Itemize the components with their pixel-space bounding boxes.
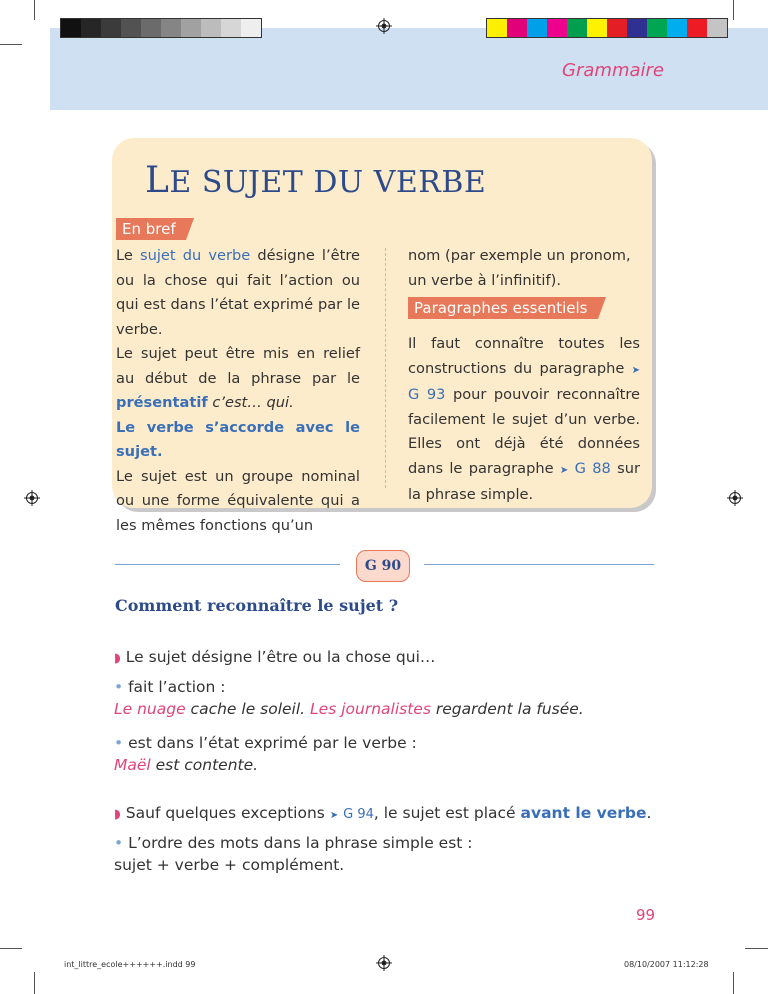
color-swatch bbox=[81, 19, 101, 37]
essentials-paragraph: Il faut connaître toutes les constructions du paragraphe ➤ G 93 pour pouvoir reconnaître facilement le sujet d’un verbe. Elles ont déjà été données dans le paragraphe ➤ G 88 sur la phrase simple. bbox=[408, 335, 640, 503]
section-rule bbox=[424, 564, 654, 565]
color-swatch bbox=[567, 19, 587, 37]
grayscale-bar bbox=[60, 18, 262, 38]
summary-paragraph: nom (par exemple un pronom, un verbe à l’infinitif). bbox=[408, 247, 631, 289]
section-rule bbox=[115, 564, 340, 565]
arrow-right-icon: ➤ bbox=[329, 810, 339, 821]
summary-paragraph: Le sujet est un groupe nominal ou une forme équivalente qui a les mêmes fonctions qu’un bbox=[116, 467, 360, 534]
summary-paragraph: Le sujet du verbe désigne l’être ou la chose qui fait l’action ou qui est dans l’état exprimé par le verbe. bbox=[116, 247, 360, 338]
rule-line: • est dans l’état exprimé par le verbe : bbox=[114, 734, 417, 752]
slug-timestamp: 08/10/2007 11:12:28 bbox=[624, 960, 709, 969]
crop-mark bbox=[733, 0, 734, 20]
color-swatch bbox=[221, 19, 241, 37]
bullet-dot-icon: • bbox=[114, 678, 124, 696]
crop-mark bbox=[0, 948, 22, 949]
rule-line: • L’ordre des mots dans la phrase simple est : bbox=[114, 834, 473, 852]
crop-mark bbox=[34, 972, 35, 994]
example-line: Maël est contente. bbox=[114, 756, 259, 774]
crop-mark bbox=[745, 948, 768, 949]
color-swatch bbox=[241, 19, 261, 37]
summary-paragraph: Le verbe s’accorde avec le sujet. bbox=[116, 418, 360, 460]
crop-mark bbox=[34, 0, 35, 20]
color-swatch bbox=[61, 19, 81, 37]
section-title: Grammaire bbox=[562, 60, 664, 81]
color-swatch bbox=[707, 19, 727, 37]
rule-line: • fait l’action : bbox=[114, 678, 226, 696]
summary-right-column bbox=[408, 244, 640, 293]
rule-line: sujet + verbe + complément. bbox=[114, 856, 345, 874]
color-swatch bbox=[587, 19, 607, 37]
color-swatch bbox=[201, 19, 221, 37]
color-swatch bbox=[101, 19, 121, 37]
color-swatch bbox=[627, 19, 647, 37]
section-heading: Comment reconnaître le sujet ? bbox=[115, 596, 399, 615]
reference-link[interactable]: G 94 bbox=[343, 807, 374, 822]
color-swatch bbox=[487, 19, 507, 37]
color-swatch bbox=[607, 19, 627, 37]
color-swatch bbox=[121, 19, 141, 37]
color-swatch bbox=[507, 19, 527, 37]
color-swatch bbox=[141, 19, 161, 37]
slug-filename: int_littre_ecole++++++.indd 99 bbox=[64, 960, 196, 969]
reference-link[interactable]: G 93 bbox=[408, 386, 446, 403]
summary-left-column bbox=[116, 244, 360, 538]
arrow-right-icon: ➤ bbox=[559, 464, 569, 476]
bullet-triangle-icon: ◗ bbox=[114, 807, 121, 822]
example-line: Le nuage cache le soleil. Les journalistes regardent la fusée. bbox=[114, 700, 584, 718]
color-swatch bbox=[687, 19, 707, 37]
crop-mark bbox=[0, 44, 22, 45]
bullet-dot-icon: • bbox=[114, 734, 124, 752]
color-bar bbox=[486, 18, 728, 38]
reference-link[interactable]: G 88 bbox=[574, 459, 611, 477]
color-swatch bbox=[647, 19, 667, 37]
rule-line: ◗ Le sujet désigne l’être ou la chose qui… bbox=[114, 648, 436, 666]
registration-mark-icon bbox=[376, 18, 392, 34]
color-swatch bbox=[667, 19, 687, 37]
color-swatch bbox=[161, 19, 181, 37]
registration-mark-icon bbox=[376, 955, 392, 971]
registration-mark-icon bbox=[24, 490, 40, 506]
tag-paragraphes-essentiels: Paragraphes essentiels bbox=[408, 297, 598, 319]
page-number: 99 bbox=[636, 906, 656, 924]
rule-line: ◗ Sauf quelques exceptions ➤ G 94, le sujet est placé avant le verbe. bbox=[114, 804, 652, 822]
arrow-right-icon: ➤ bbox=[631, 364, 640, 376]
color-swatch bbox=[547, 19, 567, 37]
summary-paragraph: Le sujet peut être mis en relief au début de la phrase par le présentatif c’est… qui. bbox=[116, 345, 360, 411]
column-divider bbox=[385, 248, 386, 488]
tag-en-bref: En bref bbox=[116, 218, 186, 240]
color-swatch bbox=[181, 19, 201, 37]
bullet-dot-icon: • bbox=[114, 834, 124, 852]
page-title: LE SUJET DU VERBE bbox=[145, 160, 487, 201]
registration-mark-icon bbox=[727, 490, 743, 506]
section-badge: G 90 bbox=[356, 550, 410, 582]
bullet-triangle-icon: ◗ bbox=[114, 651, 121, 666]
crop-mark bbox=[733, 972, 734, 994]
color-swatch bbox=[527, 19, 547, 37]
